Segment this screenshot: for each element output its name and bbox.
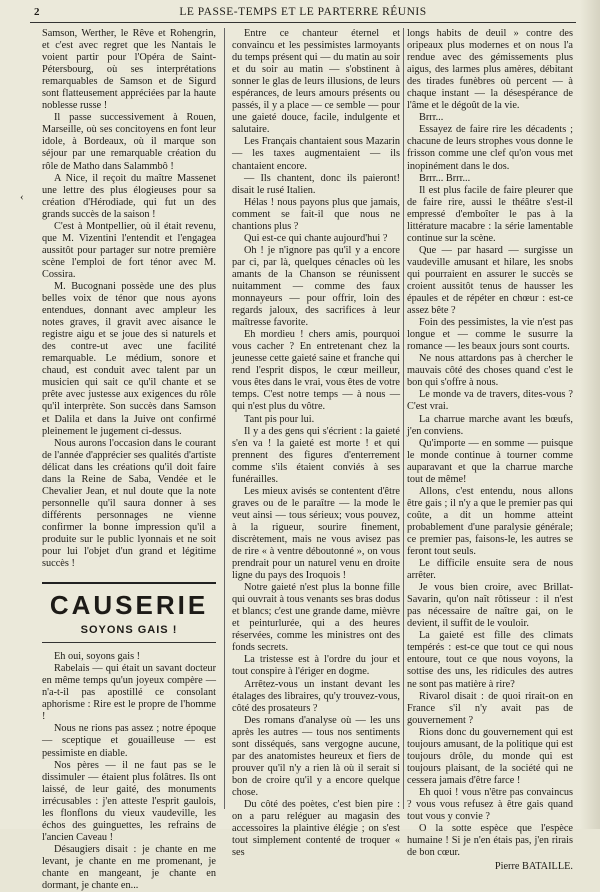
causerie-text-continued (232, 28, 400, 859)
paragraph: M. Bucognani possède une des plus belles voix de ténor que nous ayons entendues, donnant avec ampleur les notes graves, il gravit avec aisance le registre aigu et se joue des si naturels et des contre-ut avec une facilité remarquable. Le médium, sonore et chaud, est conduit avec talent par un musicien qui sait ce qu'il chante et se prête avec justesse aux exigences du rôle qu'il interprète. Son succès dans Samson et Dalila et dans la Juive ont confirmé pleinement le jugement ci-dessus. (42, 280, 216, 437)
paragraph: La charrue marche avant les bœufs, j'en conviens. (407, 413, 573, 437)
paragraph: Brrr... Brrr... (419, 172, 471, 184)
paragraph: Arrêtez-vous un instant devant les étalages des libraires, qu'y trouvez-vous, côté des prosateurs ? (232, 678, 400, 714)
paragraph: Nous ne rions pas assez ; notre époque — sceptique et gouailleuse — est pessimiste en diable. (42, 723, 216, 759)
paragraph: Eh oui, soyons gais ! (54, 651, 141, 663)
paragraph: C'est à Montpellier, où il était revenu, que M. Vizentini l'entendit et l'engagea aussitôt pour partager sur notre première scène l'emploi de fort ténor avec M. Cossira. (42, 220, 216, 280)
margin-mark: ‹ (20, 191, 24, 203)
paragraph: Entre ce chanteur éternel et convaincu et les pessimistes larmoyants du temps présent qui — du matin au soir et du soir au matin — s'obstinent à sonner le glas de leurs illusions, de leurs espérances, de leurs amours présents ou passés, il y a place — ce semble — pour une gaieté douce, facile, indulgente et salutaire. (232, 28, 400, 136)
paragraph: Le difficile ensuite sera de nous arrêter. (407, 558, 573, 582)
paragraph: Ne nous attardons pas à chercher le mauvais côté des choses quand c'est le bon qui s'offre à nous. (407, 353, 573, 389)
paragraph: Oh ! je n'ignore pas qu'il y a encore par ci, par là, quelques cénacles où les amants de la Chanson se réunissent nuitamment — comme des faux monnayeurs — pour offrir, loin des regards jaloux, des sacrifices à leur maîtresse favorite. (232, 244, 400, 329)
column-divider (224, 28, 225, 809)
column-3 (407, 28, 573, 873)
paragraph: Des romans d'analyse où — les uns après les autres — tous nos sentiments sont disséqués, sans vergogne aucune, par des anatomistes heureux et fiers de prouver qu'il n'y a rien là où il serait si bon de croire qu'il y a encore quelque chose. (232, 714, 400, 798)
paragraph: Du côté des poètes, c'est bien pire : on a paru reléguer au magasin des accessoires la plaintive élégie ; on s'est tout simplement contenté de troquer « ses (232, 799, 400, 859)
author-signature: Pierre BATAILLE. (494, 861, 573, 873)
causerie-title: CAUSERIE (49, 590, 209, 621)
paragraph: Rivarol disait : de quoi rirait-on en France s'il n'y avait pas de gouvernement ? (407, 690, 573, 726)
paragraph: La gaieté est fille des climats tempérés : est-ce que tout ce qui nous entoure, tout ce que nous voyons, la sottise des uns, les ridicules des autres ne sont pas matière à rire? (407, 630, 573, 690)
paragraph: Eh quoi ! vous n'être pas convaincus ? vous vous refusez à être gais quand tout vous y convie ? (407, 786, 573, 823)
paragraph: Eh mordieu ! chers amis, pourquoi vous cacher ? En entretenant chez la jeunesse cette gaieté saine et franche qui rend l'esprit dispos, le cœur meilleur, vous êtes dans le vrai, vous êtes de votre temps. C'est notre temps — à nous — qui n'est plus du vôtre. (232, 329, 400, 413)
paragraph: Qu'importe — en somme — puisque le monde continue à tourner comme auparavant et que la charrue marche tout de même! (407, 437, 573, 485)
page-header (34, 6, 572, 22)
paragraph: Les Français chantaient sous Mazarin — les taxes augmentaient — ils chantaient encore. (232, 136, 400, 172)
causerie-text-end (407, 28, 573, 859)
causerie-subtitle: SOYONS GAIS ! (80, 624, 178, 637)
column-1 (42, 28, 216, 892)
page-number: 2 (34, 6, 40, 18)
paragraph: Qui est-ce qui chante aujourd'hui ? (244, 232, 388, 244)
paragraph: Nos pères — il ne faut pas se le dissimuler — étaient plus folâtres. Ils ont laissé, de leur gaité, des monuments irrécusables : j'en atteste l'esprit gaulois, les flonflons du vieux vaudeville, les échos des guinguettes, les refrains de l'ancien Caveau ! (42, 759, 216, 843)
paragraph: Notre gaieté n'est plus la bonne fille qui ouvrait à tous venants ses bras dodus et blancs; c'est une grande dame, mièvre et peinturlurée, qui a des heures réservées, comme les ministres ont des fonds secrets. (232, 582, 400, 654)
paragraph: Désaugiers disait : je chante en me levant, je chante en me promenant, je chante en mangeant, je chante en dormant, je chante en... (42, 843, 216, 892)
paragraph: A Nice, il reçoit du maître Massenet une lettre des plus élogieuses pour sa création d'Hérodiade, qui fut un des grands succès de la saison ! (42, 172, 216, 220)
publication-title: LE PASSE-TEMPS ET LE PARTERRE RÉUNIS (179, 6, 427, 18)
paragraph: — Ils chantent, donc ils paieront! disait le rusé Italien. (232, 172, 400, 196)
paragraph: O la sotte espèce que l'espèce humaine ! Si je n'en étais pas, j'en rirais de bon cœur. (407, 823, 573, 859)
page-edge-shadow (580, 0, 600, 829)
paragraph: Rions donc du gouvernement qui est toujours amusant, de la politique qui est toujours drôle, du monde qui est toujours plaisant, de la société qui ne cessera jamais d'être farce ! (407, 726, 573, 786)
causerie-heading-box (42, 582, 216, 643)
column-divider (403, 28, 404, 809)
paragraph: Il passe successivement à Rouen, Marseille, où ses concitoyens en font leur idole, à Bordeaux, où il marque son séjour par une remarquable création du rôle de Matho dans Salammbô ! (42, 112, 216, 172)
header-rule (30, 22, 576, 23)
column-2 (232, 28, 400, 859)
paragraph: Le monde va de travers, dites-vous ? C'est vrai. (407, 389, 573, 413)
paragraph: Je vous bien croire, avec Brillat-Savarin, qu'on naît rôtisseur : il n'est pas nécessaire de naître gai, on le devient, il suffit de le vouloir. (407, 582, 573, 630)
paragraph: Samson, Werther, le Rêve et Rohengrin, et c'est avec regret que les Nantais le voient partir pour l'Opéra de Saint-Pétersbourg, où ses interprétations remarquables de Samson et de Sigurd sont flatteusement appréciées par la haute noblesse russe ! (42, 28, 216, 112)
paragraph: Hélas ! nous payons plus que jamais, comment se fait-il que nous ne chantions plus ? (232, 196, 400, 232)
paragraph: Rabelais — qui était un savant docteur en même temps qu'un joyeux compère — n'a-t-il pas apostillé ce consolant aphorisme : Rire est le propre de l'homme ! (42, 663, 216, 723)
paragraph: Essayez de faire rire les décadents ; chacune de leurs strophes vous donne le frisson comme une clef qu'on vous met inopinément dans le dos. (407, 124, 573, 172)
article-continuation (42, 28, 216, 570)
paragraph: La tristesse est à l'ordre du jour et tout conspire à l'ériger en dogme. (232, 654, 400, 678)
paragraph: Les mieux avisés se contentent d'être graves ou de le paraître — la mode le veut ainsi — tous sérieux; vous pouvez, à la rigueur, sourire finement, discrètement, mais ne vous avisez pas de rire « à ventre déboutonné », on vous prendrait pour un naturel venu en droite ligne du pays des Iroquois ! (232, 485, 400, 582)
paragraph: Foin des pessimistes, la vie n'est pas longue et — comme le susurre la romance — les beaux jours sont courts. (407, 317, 573, 353)
paragraph: Que — par hasard — surgisse un vaudeville amusant et hilare, les snobs qui pourraient en assurer le succès se croient aussitôt tenus de hausser les épaules et de répéter en chœur : est-ce assez bête ? (407, 244, 573, 317)
causerie-text (42, 651, 216, 892)
paragraph: Brrr... (419, 112, 444, 124)
paragraph: Il est plus facile de faire pleurer que de faire rire, aussi le théâtre s'est-il empressé d'emboîter le pas à la littérature macabre : la série lamentable continue sur la scène. (407, 184, 573, 244)
paragraph: Allons, c'est entendu, nous allons être gais ; il n'y a que le premier pas qui coûte, a dit un homme atteint probablement d'une paralysie générale; ce premier pas, faisons-le, les autres se feront tout seuls. (407, 485, 573, 558)
paragraph: longs habits de deuil » contre des oripeaux plus modernes et on nous l'a rendue avec des gémissements plus aigus, des larmes plus amères, débitant des tirades funèbres où percent — à chaque instant — la désespérance de l'âme et le dégoût de la vie. (407, 28, 573, 112)
paragraph: Il y a des gens qui s'écrient : la gaieté s'en va ! la gaieté est morte ! et qui prennent des figures d'enterrement comme s'ils étaient conviés à ses funérailles. (232, 425, 400, 485)
paragraph: Tant pis pour lui. (244, 413, 315, 425)
paragraph: Nous aurons l'occasion dans le courant de l'année d'apprécier ses qualités d'artiste délicat dans les créations qu'il doit faire dans la Reine de Saba, Vendée et le Chevalier Jean, et nul doute que la note personnelle qu'il saura donner à ses différents personnages ne vienne confirmer la bonne impression qu'il a produite sur le public lyonnais et ne soit pour lui l'objet d'un grand et légitime succès ! (42, 437, 216, 570)
